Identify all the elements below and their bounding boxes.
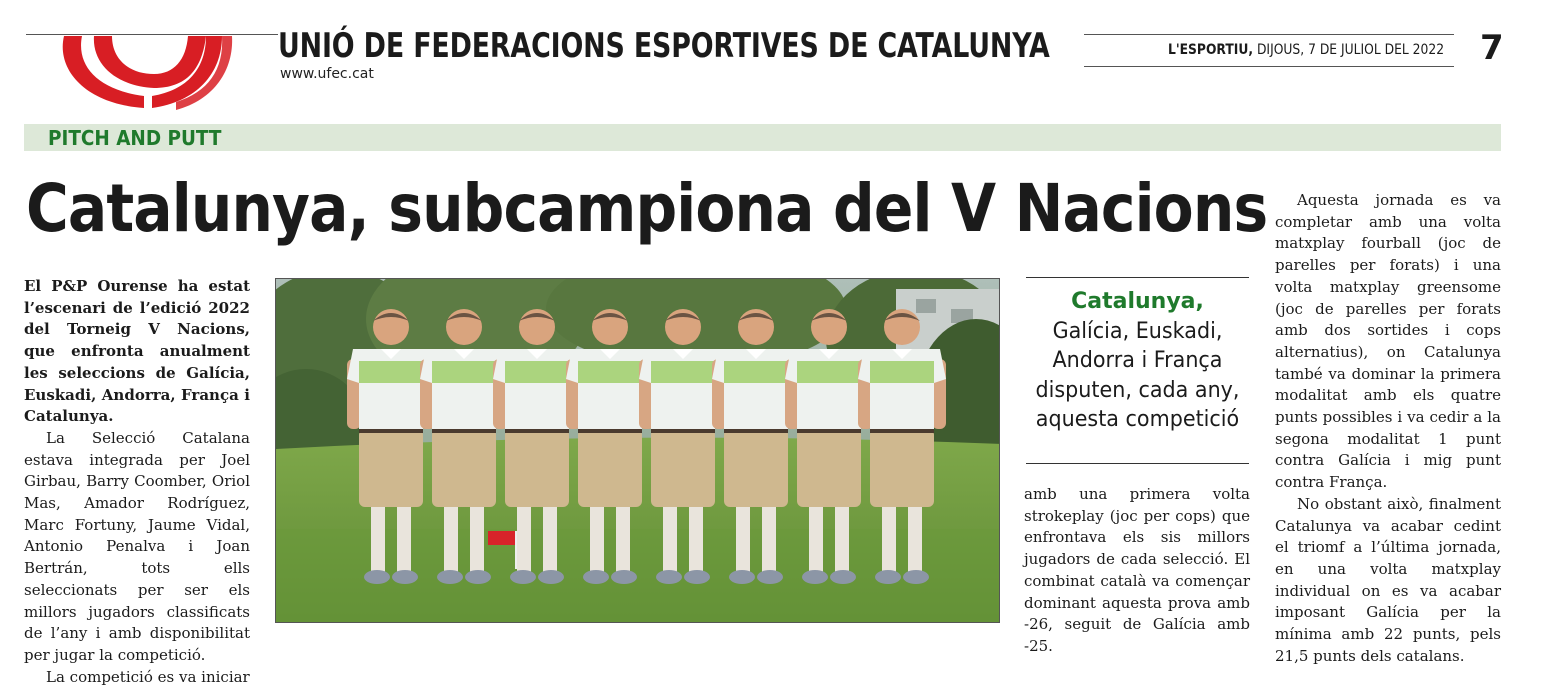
header-rule-right-bottom: [1084, 66, 1454, 67]
article-paragraph: No obstant això, finalment Catalunya va acabar cedint el triomf a l’última jornada, en una volta matxplay individual on es va acabar imposant Galícia per la mínima amb 22 punts, pels 21,5 punts dels catalans.: [1275, 494, 1501, 665]
team-photo-illustration: [276, 279, 1000, 623]
article-paragraph: La Selecció Catalana estava integrada per Joel Girbau, Barry Coomber, Oriol Mas, Amador Rodríguez, Marc Fortuny, Jaume Vidal, Antonio Penalva i Joan Bertrán, tots ells seleccionats per ser els millors jugadors classificats de l’any i amb disponibilitat per jugar la competició.: [24, 428, 250, 664]
pull-quote-highlight: Catalunya,: [1071, 289, 1204, 314]
ufec-logo: [26, 30, 276, 112]
article-column-3: [1024, 484, 1250, 658]
article-paragraph: amb una primera volta strokeplay (joc per cops) que enfrontava els sis millors jugadors de cada selecció. El combinat català va començar dominant aquesta prova amb -26, seguit de Galícia amb -25.: [1024, 485, 1250, 655]
publication-name: L'ESPORTIU,: [1168, 42, 1254, 58]
pull-quote-rule-top: [1026, 277, 1249, 278]
pull-quote: [1022, 287, 1253, 435]
team-photo: [275, 278, 1000, 623]
article-column-1: [24, 276, 250, 688]
section-bar: [24, 124, 1501, 151]
article-paragraph: Aquesta jornada es va completar amb una volta matxplay fourball (joc de parelles per forats) i una volta matxplay greensome (joc de parelles per forats amb dos sortides i cops alternatius), on Catalunya també va dominar la primera modalitat amb els quatre punts possibles i va cedir a la segona modalitat 1 punt contra Galícia i mig punt contra França.: [1275, 191, 1501, 492]
header-rule-right-top: [1084, 34, 1454, 35]
header-url[interactable]: www.ufec.cat: [280, 66, 374, 82]
article-paragraph: La competició es va iniciar: [46, 667, 250, 686]
publication-date: DIJOUS, 7 DE JULIOL DEL 2022: [1256, 42, 1445, 58]
page-number: 7: [1480, 28, 1504, 68]
article-headline: Catalunya, subcampiona del V Nacions: [26, 170, 1268, 247]
section-label: PITCH AND PUTT: [48, 126, 222, 150]
article-lead: El P&P Ourense ha estat l’escenari de l’edició 2022 del Torneig V Nacions, que enfronta anualment les seleccions de Galícia, Euskadi, Andorra, França i Catalunya.: [24, 277, 250, 426]
header-publication: [1168, 42, 1444, 58]
pull-quote-rule-bottom: [1026, 463, 1249, 464]
pull-quote-text: Galícia, Euskadi, Andorra i França disputen, cada any, aquesta competició: [1035, 318, 1240, 432]
article-column-4: [1275, 190, 1501, 667]
header-title: UNIÓ DE FEDERACIONS ESPORTIVES DE CATALUNYA: [278, 26, 1050, 66]
